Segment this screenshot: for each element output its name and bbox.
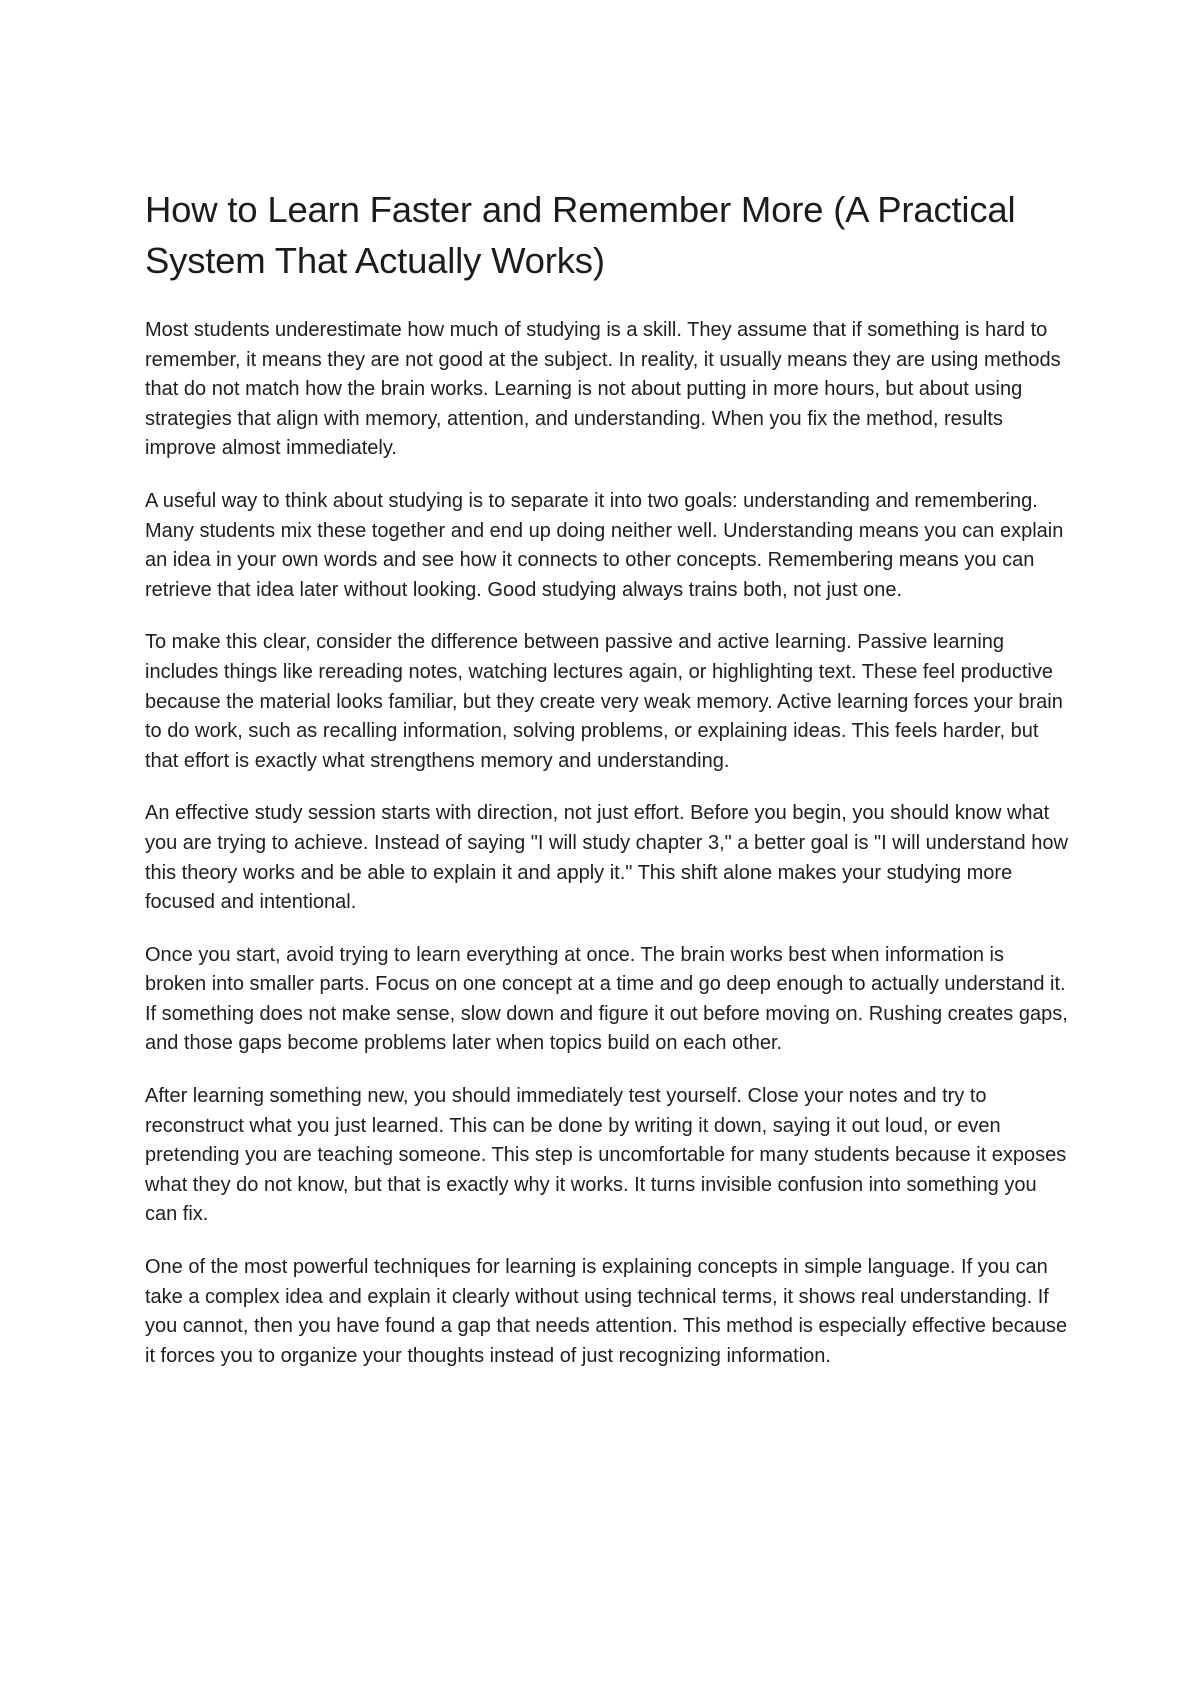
document-title: How to Learn Faster and Remember More (A Practical System That Actually Works) [145,189,1016,281]
paragraph-7: One of the most powerful techniques for learning is explaining concepts in simple language. If you can take a complex idea and explain it clearly without using technical terms, it shows real understanding. If you cannot, then you have found a gap that needs attention. This method is especially effective because it forces you to organize your thoughts instead of just recognizing information. [145,1256,1068,1367]
paragraph-1: Most students underestimate how much of studying is a skill. They assume that if something is hard to remember, it means they are not good at the subject. In reality, it usually means they are using methods that do not match how the brain works. Learning is not about putting in more hours, but about using strategies that align with memory, attention, and understanding. When you fix the method, results improve almost immediately. [145,319,1061,460]
paragraph-6: After learning something new, you should immediately test yourself. Close your notes and try to reconstruct what you just learned. This can be done by writing it down, saying it out loud, or even pretending you are teaching someone. This step is uncomfortable for many students because it exposes what they do not know, but that is exactly why it works. It turns invisible confusion into something you can fix. [145,1085,1067,1226]
paragraph-3: To make this clear, consider the difference between passive and active learning. Passive learning includes things like rereading notes, watching lectures again, or highlighting text. These feel productive because the material looks familiar, but they create very weak memory. Active learning forces your brain to do work, such as recalling information, solving problems, or explaining ideas. This feels harder, but that effort is exactly what strengthens memory and understanding. [145,631,1063,772]
paragraph-4: An effective study session starts with direction, not just effort. Before you begin, you should know what you are trying to achieve. Instead of saying "I will study chapter 3," a better goal is "I will understand how this theory works and be able to explain it and apply it." This shift alone makes your studying more focused and intentional. [145,802,1068,914]
paragraph-2: A useful way to think about studying is to separate it into two goals: understanding and remembering. Many students mix these together and end up doing neither well. Understanding means you can explain an idea in your own words and see how it connects to other concepts. Remembering means you can retrieve that idea later without looking. Good studying always trains both, not just one. [145,489,1064,601]
paragraph-5: Once you start, avoid trying to learn everything at once. The brain works best when information is broken into smaller parts. Focus on one concept at a time and go deep enough to actually understand it. If something does not make sense, slow down and figure it out before moving on. Rushing creates gaps, and those gaps become problems later when topics build on each other. [145,943,1068,1055]
